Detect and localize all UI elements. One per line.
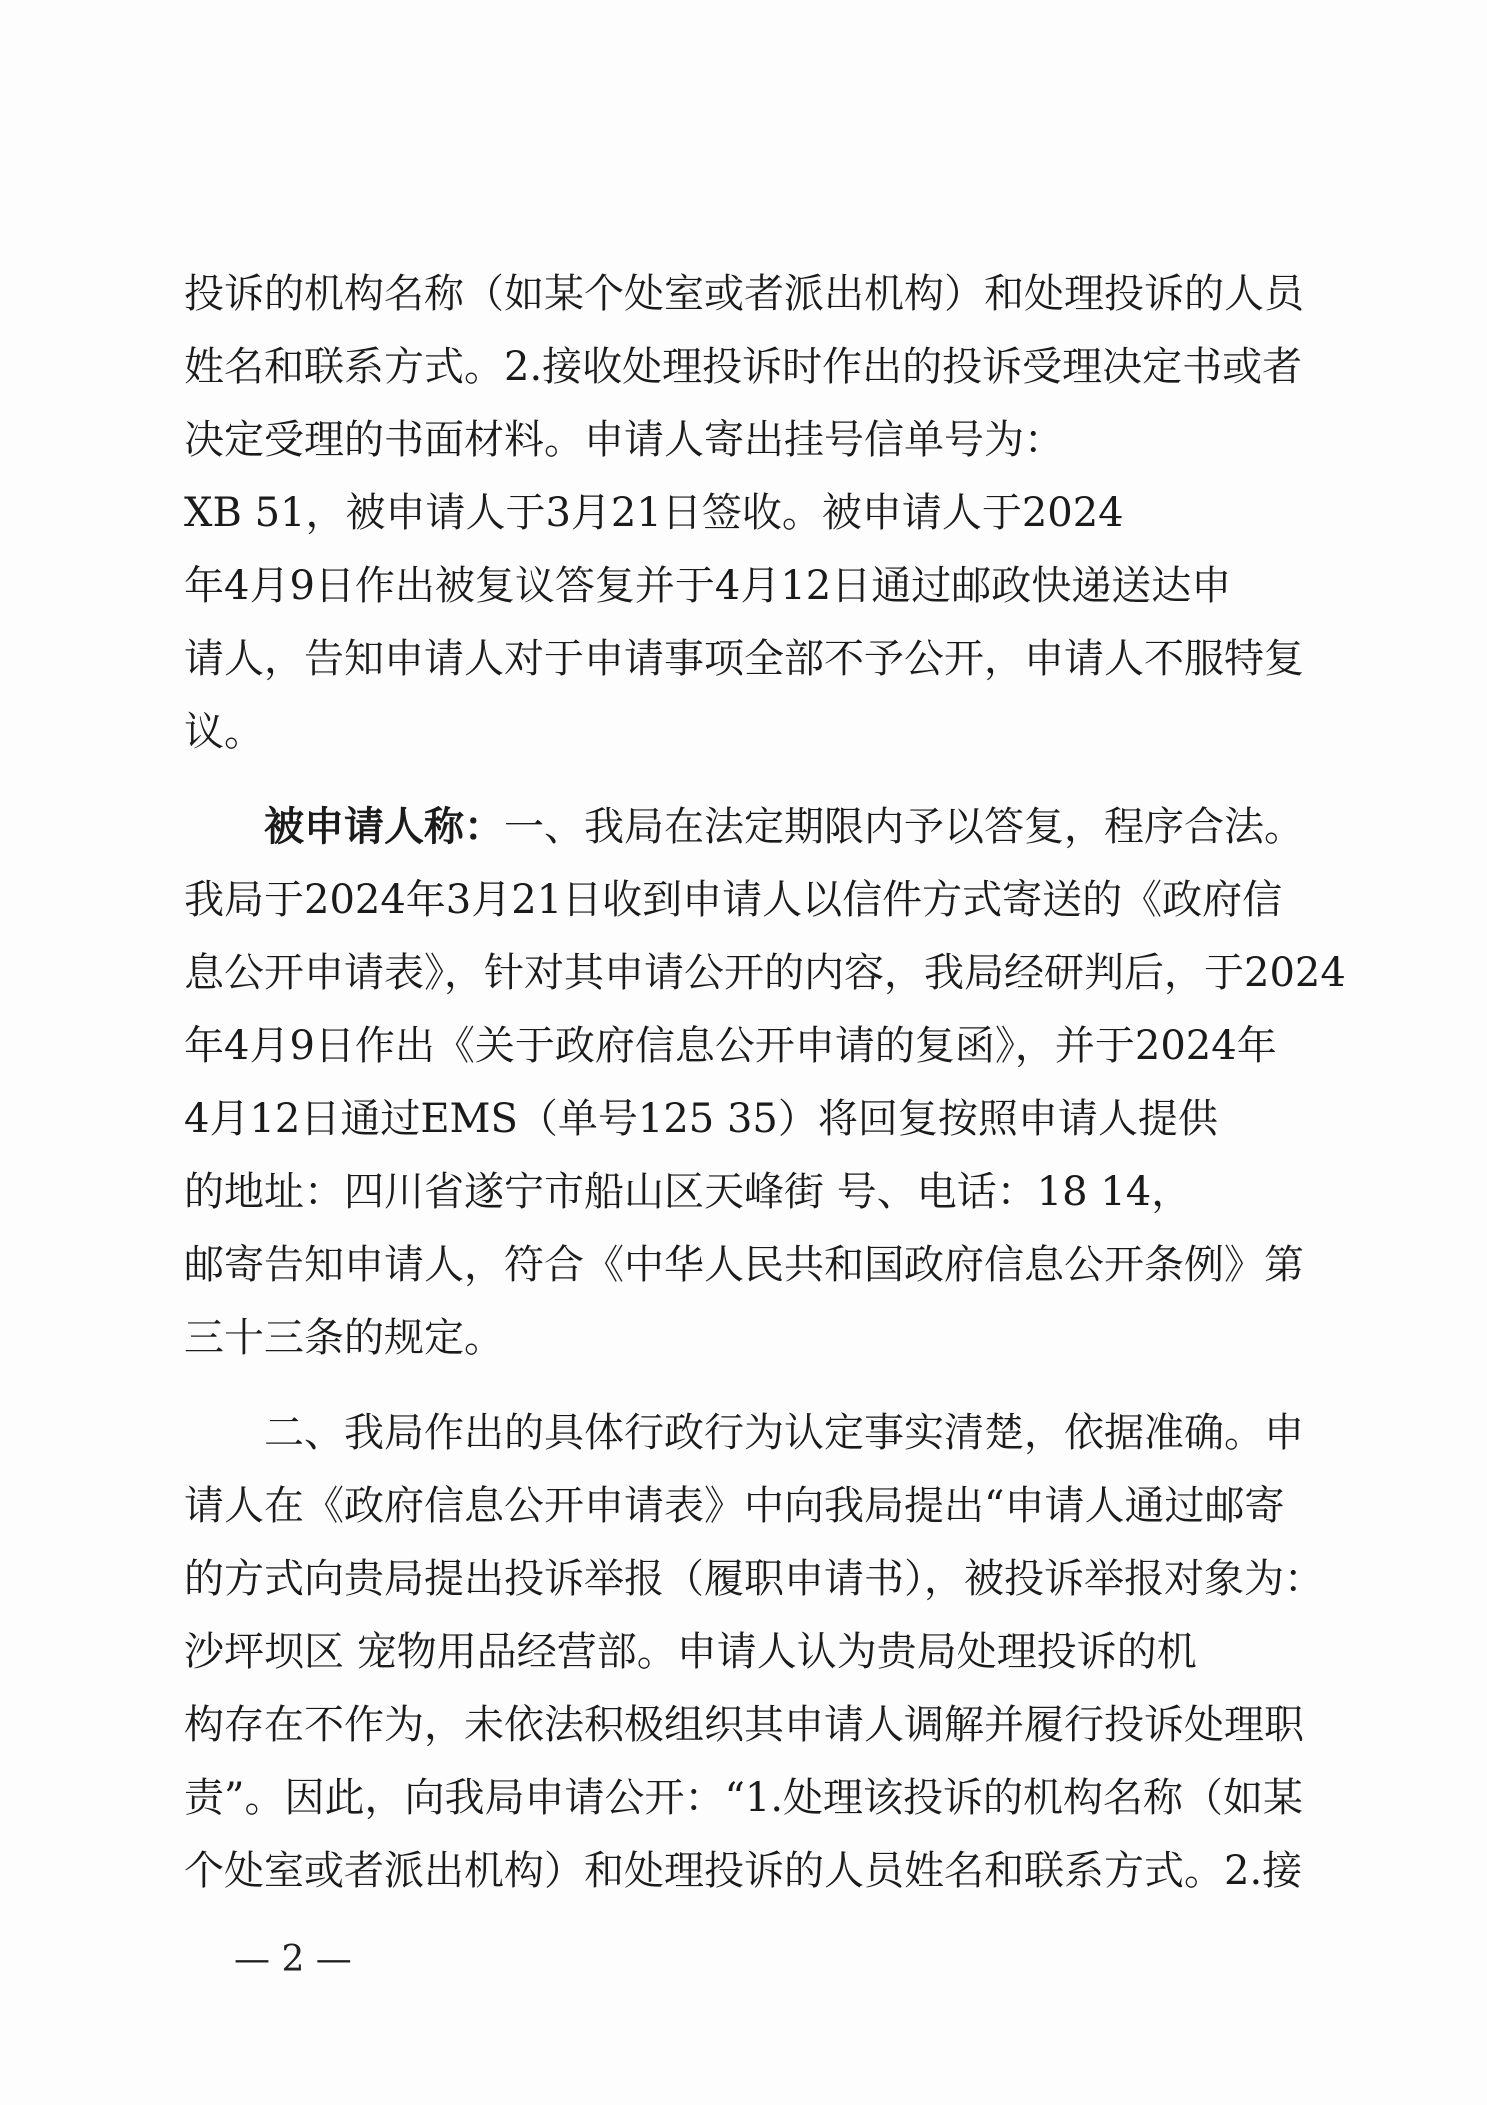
text-line: 的地址：四川省遂宁市船山区天峰街 号、电话：18 14，: [184, 1169, 1192, 1215]
text-line: 被申请人称：一、我局在法定期限内予以答复，程序合法。: [264, 804, 1304, 850]
text-line: 年4月9日作出《关于政府信息公开申请的复函》，并于2024年: [184, 1023, 1277, 1069]
text-line: 构存在不作为，未依法积极组织其申请人调解并履行投诉处理职: [184, 1702, 1304, 1748]
text-line: 责”。因此，向我局申请公开：“1.处理该投诉的机构名称（如某: [184, 1775, 1304, 1821]
paragraph-gap: [184, 1375, 1298, 1397]
text-line: 请人，告知申请人对于申请事项全部不予公开，申请人不服特复: [184, 636, 1304, 682]
document-body: [184, 258, 1346, 1908]
paragraph-gap: [184, 769, 1298, 791]
text-line: 三十三条的规定。: [184, 1315, 504, 1361]
text-line: 投诉的机构名称（如某个处室或者派出机构）和处理投诉的人员: [184, 271, 1304, 317]
text-line: 姓名和联系方式。2.接收处理投诉时作出的投诉受理决定书或者: [184, 344, 1303, 390]
text-line: 个处室或者派出机构）和处理投诉的人员姓名和联系方式。2.接: [184, 1848, 1303, 1894]
text-line: 二、我局作出的具体行政行为认定事实清楚，依据准确。申: [264, 1410, 1304, 1456]
text-line: 息公开申请表》，针对其申请公开的内容，我局经研判后，于2024: [184, 950, 1346, 996]
text-line: 议。: [184, 709, 264, 755]
page-number: — 2 —: [234, 1939, 352, 1980]
text-line: 4月12日通过EMS（单号125 35）将回复按照申请人提供: [184, 1096, 1218, 1142]
text-line: 年4月9日作出被复议答复并于4月12日通过邮政快递送达申: [184, 563, 1232, 609]
text-line: 请人在《政府信息公开申请表》中向我局提出“申请人通过邮寄: [184, 1483, 1285, 1529]
text-line: 决定受理的书面材料。申请人寄出挂号信单号为：: [184, 417, 1064, 463]
text-line: XB 51，被申请人于3月21日签收。被申请人于2024: [184, 490, 1124, 536]
text-line: 沙坪坝区 宠物用品经营部。申请人认为贵局处理投诉的机: [184, 1629, 1197, 1675]
respondent-heading: 被申请人称：: [264, 804, 504, 850]
text-line: 的方式向贵局提出投诉举报（履职申请书），被投诉举报对象为：: [184, 1556, 1324, 1602]
text-line: 邮寄告知申请人，符合《中华人民共和国政府信息公开条例》第: [184, 1242, 1304, 1288]
text-line: 我局于2024年3月21日收到申请人以信件方式寄送的《政府信: [184, 877, 1283, 923]
